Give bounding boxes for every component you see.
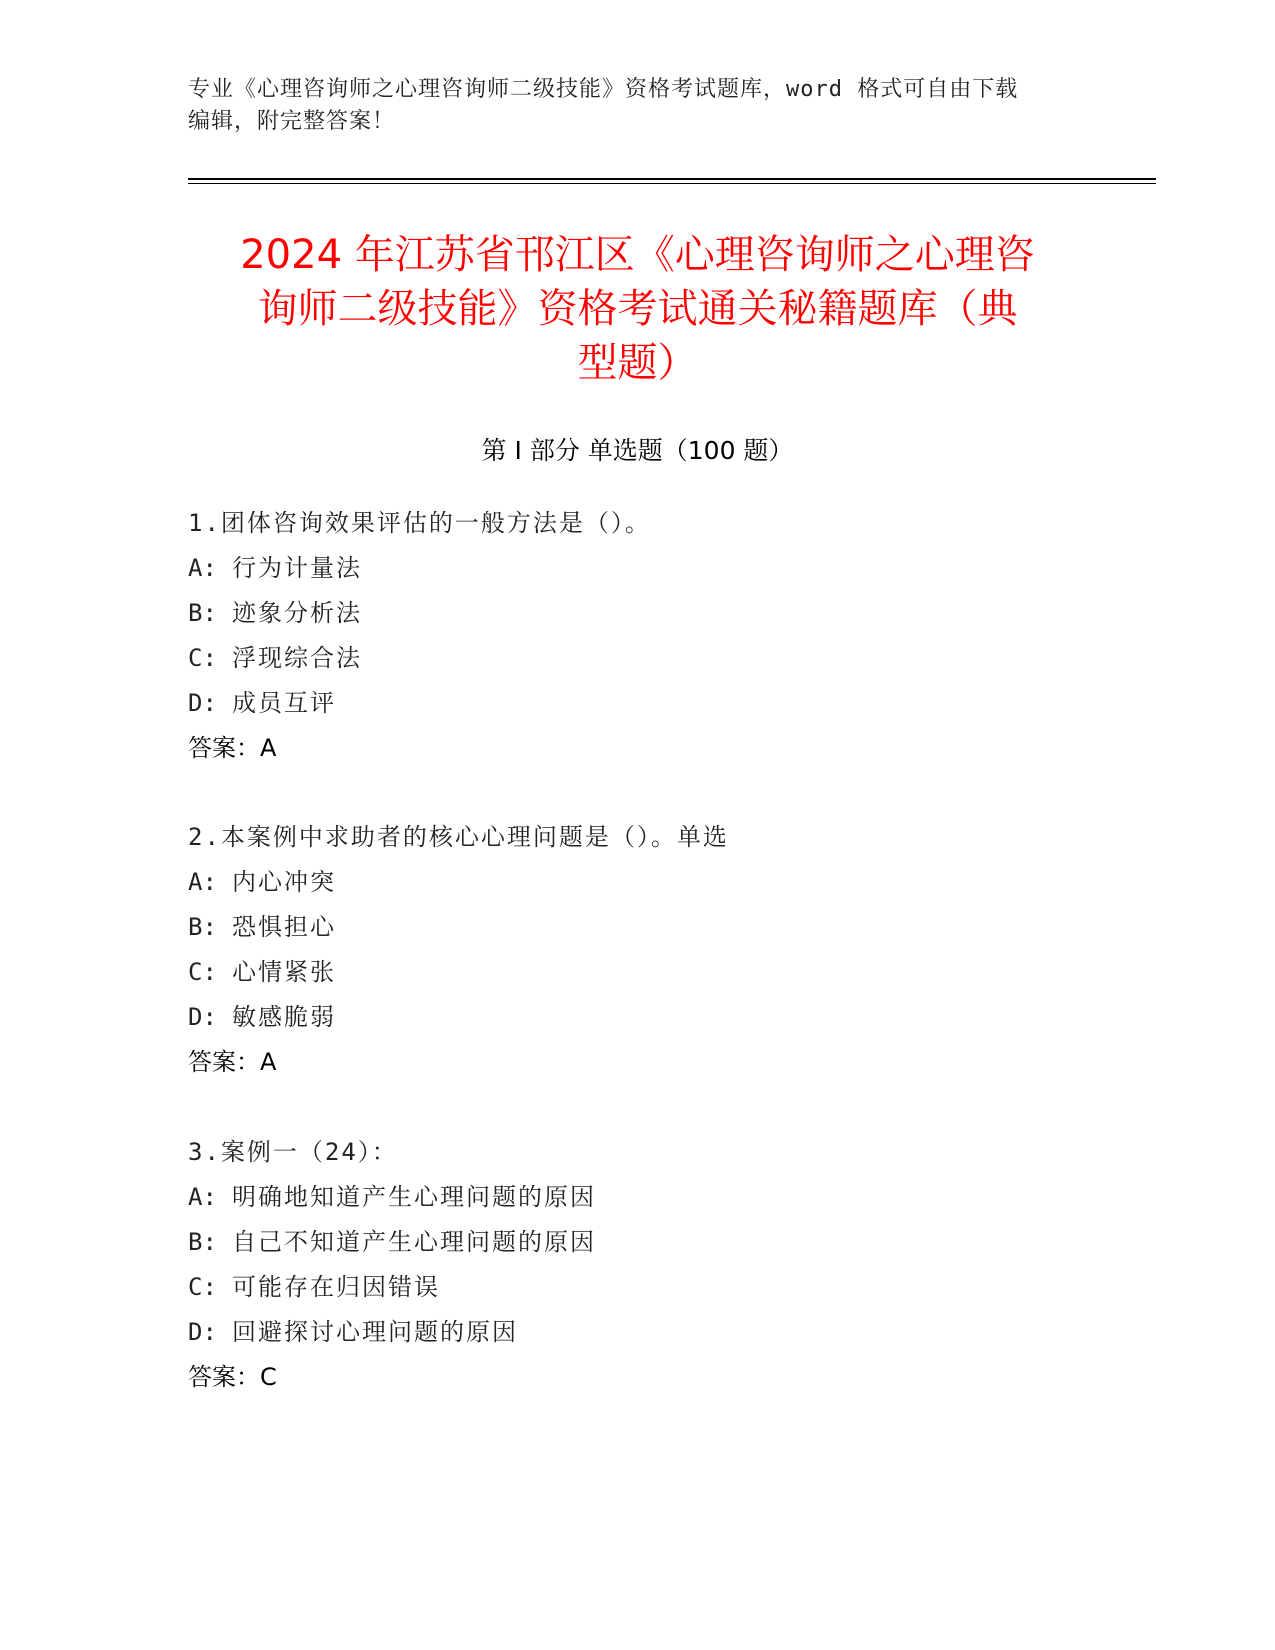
document-title — [160, 228, 1115, 390]
question-stem: 3.案例一（24）： — [188, 1138, 398, 1166]
option-key: A: — [188, 554, 217, 582]
option-key: D: — [188, 1318, 217, 1346]
option-a — [188, 1175, 1088, 1220]
option-c — [188, 636, 1088, 681]
option-b — [188, 905, 1088, 950]
document-title-line-3: 型题） — [577, 340, 698, 386]
option-key: C: — [188, 958, 217, 986]
header-divider-thin — [188, 183, 1156, 184]
option-a — [188, 860, 1088, 905]
option-key: C: — [188, 644, 217, 672]
option-text: 可能存在归因错误 — [232, 1273, 440, 1301]
option-text: 敏感脆弱 — [232, 1003, 336, 1031]
option-key: C: — [188, 1273, 217, 1301]
option-text: 行为计量法 — [232, 554, 362, 582]
option-d — [188, 681, 1088, 726]
section-heading: 第 I 部分 单选题（100 题） — [481, 436, 794, 465]
option-key: B: — [188, 1228, 217, 1256]
answer: 答案：C — [188, 1363, 277, 1391]
option-c — [188, 950, 1088, 995]
option-text: 心情紧张 — [232, 958, 336, 986]
option-text: 成员互评 — [232, 689, 336, 717]
question-3 — [188, 1130, 1088, 1400]
option-text: 自己不知道产生心理问题的原因 — [232, 1228, 596, 1256]
option-c — [188, 1265, 1088, 1310]
answer: 答案：A — [188, 1048, 277, 1076]
option-text: 明确地知道产生心理问题的原因 — [232, 1183, 596, 1211]
header-divider-thick — [188, 178, 1156, 180]
option-text: 迹象分析法 — [232, 599, 362, 627]
option-a — [188, 546, 1088, 591]
option-text: 恐惧担心 — [232, 913, 336, 941]
header-note-line-2: 编辑，附完整答案！ — [188, 109, 396, 134]
option-text: 浮现综合法 — [232, 644, 362, 672]
option-text: 回避探讨心理问题的原因 — [232, 1318, 518, 1346]
question-1 — [188, 501, 1088, 771]
option-d — [188, 1310, 1088, 1355]
header-note-line-1: 专业《心理咨询师之心理咨询师二级技能》资格考试题库，word 格式可自由下载 — [188, 77, 1019, 102]
question-stem: 2.本案例中求助者的核心心理问题是（）。单选 — [188, 823, 729, 851]
option-key: B: — [188, 913, 217, 941]
option-key: B: — [188, 599, 217, 627]
option-key: A: — [188, 868, 217, 896]
option-key: A: — [188, 1183, 217, 1211]
option-d — [188, 995, 1088, 1040]
question-stem: 1.团体咨询效果评估的一般方法是（）。 — [188, 509, 651, 537]
header-note — [188, 74, 1088, 138]
document-title-line-1: 2024 年江苏省邗江区《心理咨询师之心理咨 — [240, 232, 1035, 278]
option-key: D: — [188, 689, 217, 717]
answer: 答案：A — [188, 734, 277, 762]
question-2 — [188, 815, 1088, 1085]
option-text: 内心冲突 — [232, 868, 336, 896]
option-b — [188, 591, 1088, 636]
option-key: D: — [188, 1003, 217, 1031]
option-b — [188, 1220, 1088, 1265]
document-title-line-2: 询师二级技能》资格考试通关秘籍题库（典 — [257, 286, 1018, 332]
